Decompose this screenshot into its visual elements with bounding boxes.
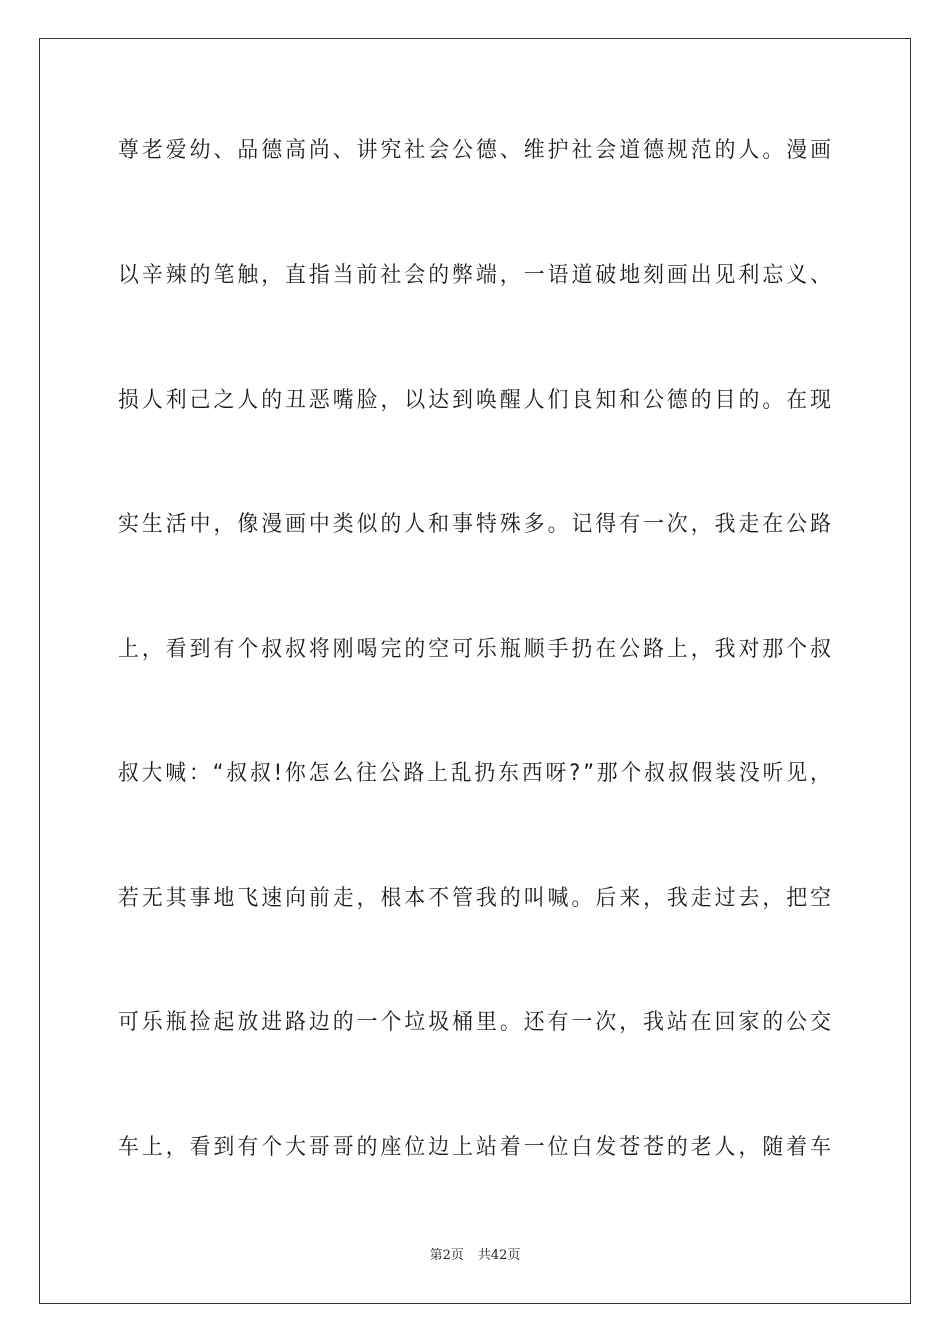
text-line: 可乐瓶捡起放进路边的一个垃圾桶里。还有一次，我站在回家的公交 — [118, 1010, 835, 1035]
text-line: 若无其事地飞速向前走，根本不管我的叫喊。后来，我走过去，把空 — [118, 886, 835, 911]
text-line: 上，看到有个叔叔将刚喝完的空可乐瓶顺手扔在公路上，我对那个叔 — [118, 637, 835, 662]
page-footer — [0, 1244, 950, 1263]
page-number: 第2页 — [429, 1248, 464, 1263]
text-line: 损人利己之人的丑恶嘴脸，以达到唤醒人们良知和公德的目的。在现 — [118, 388, 835, 413]
page-total: 共42页 — [477, 1248, 521, 1263]
text-line: 尊老爱幼、品德高尚、讲究社会公德、维护社会道德规范的人。漫画 — [118, 138, 835, 163]
text-line: 以辛辣的笔触，直指当前社会的弊端，一语道破地刻画出见利忘义、 — [118, 263, 835, 288]
text-line: 车上，看到有个大哥哥的座位边上站着一位白发苍苍的老人，随着车 — [118, 1135, 835, 1160]
text-line: 实生活中，像漫画中类似的人和事特殊多。记得有一次，我走在公路 — [118, 512, 835, 537]
text-line: 叔大喊：“叔叔!你怎么往公路上乱扔东西呀?”那个叔叔假装没听见， — [118, 761, 834, 786]
